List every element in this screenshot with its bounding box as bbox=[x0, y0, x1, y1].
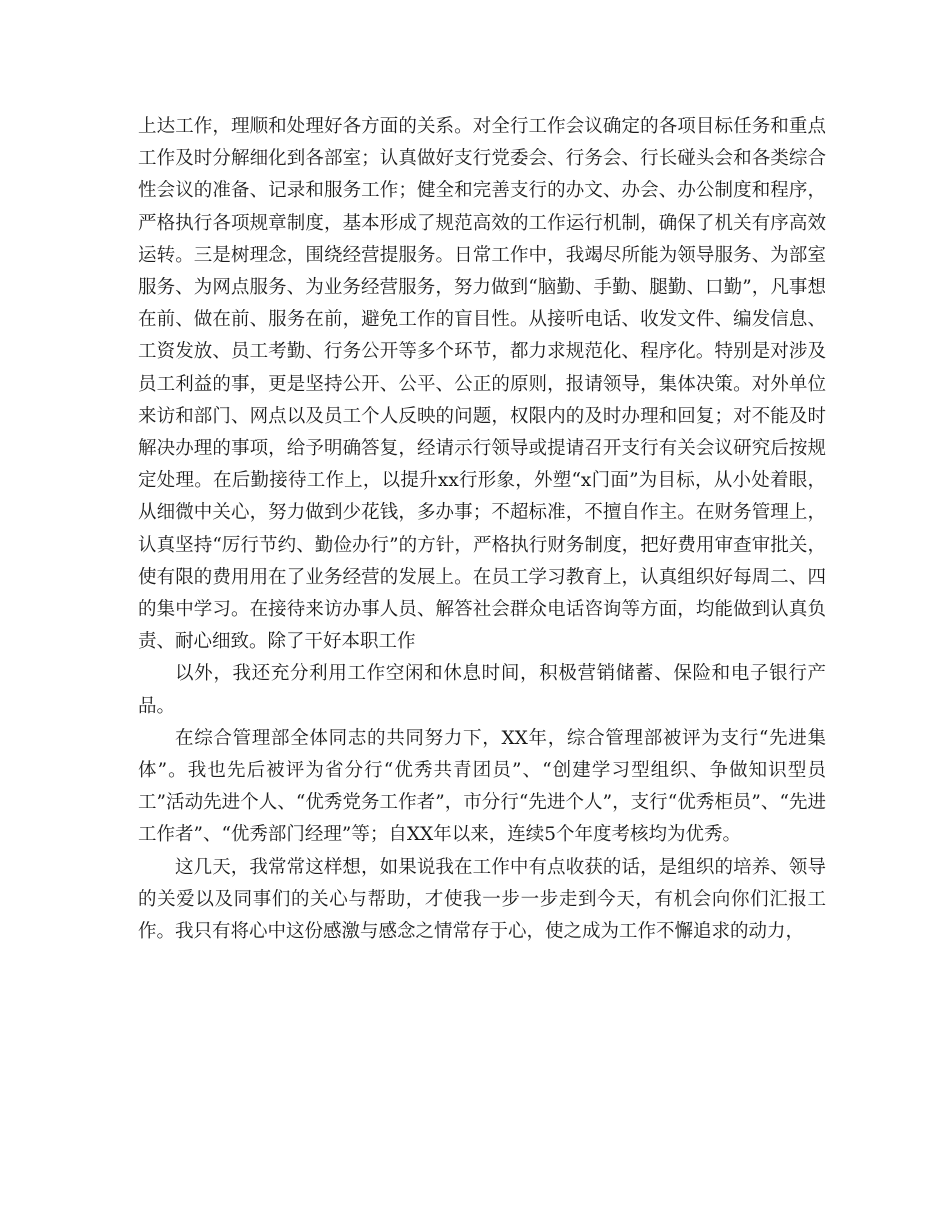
document-body bbox=[138, 111, 826, 948]
paragraph-gratitude: 这几天，我常常这样想，如果说我在工作中有点收获的话，是组织的培养、领导的关爱以及同事们的关心与帮助，才使我一步一步走到今天，有机会向你们汇报工作。我只有将心中这份感激与感念之情常存于心，使之成为工作不懈追求的动力， bbox=[138, 856, 826, 943]
paragraph-work-duties: 上达工作，理顺和处理好各方面的关系。对全行工作会议确定的各项目标任务和重点工作及时分解细化到各部室；认真做好支行党委会、行务会、行长碰头会和各类综合性会议的准备、记录和服务工作；健全和完善支行的办文、办会、办公制度和程序，严格执行各项规章制度，基本形成了规范高效的工作运行机制，确保了机关有序高效运转。三是树理念，围绕经营提服务。日常工作中，我竭尽所能为领导服务、为部室服务、为网点服务、为业务经营服务，努力做到“脑勤、手勤、腿勤、口勤”，凡事想在前、做在前、服务在前，避免工作的盲目性。从接听电话、收发文件、编发信息、工资发放、员工考勤、行务公开等多个环节，都力求规范化、程序化。特别是对涉及员工利益的事，更是坚持公开、公平、公正的原则，报请领导，集体决策。对外单位来访和部门、网点以及员工个人反映的问题，权限内的及时办理和回复；对不能及时解决办理的事项，给予明确答复，经请示行领导或提请召开支行有关会议研究后按规定处理。在后勤接待工作上，以提升xx行形象，外塑“x门面”为目标，从小处着眼，从细微中关心，努力做到少花钱，多办事；不超标准，不擅自作主。在财务管理上，认真坚持“厉行节约、勤俭办行”的方针，严格执行财务制度，把好费用审查审批关，使有限的费用用在了业务经营的发展上。在员工学习教育上，认真组织好每周二、四的集中学习。在接待来访办事人员、解答社会群众电话咨询等方面，均能做到认真负责、耐心细致。除了干好本职工作 bbox=[138, 116, 826, 653]
paragraph-honors: 在综合管理部全体同志的共同努力下，XX年，综合管理部被评为支行“先进集体”。我也先后被评为省分行“优秀共青团员”、“创建学习型组织、争做知识型员工”活动先进个人、“优秀党务工作者”，市分行“先进个人”，支行“优秀柜员”、“先进工作者”、“优秀部门经理”等；自XX年以来，连续5个年度考核均为优秀。 bbox=[138, 727, 826, 846]
paragraph-marketing: 以外，我还充分利用工作空闲和休息时间，积极营销储蓄、保险和电子银行产品。 bbox=[138, 663, 826, 717]
